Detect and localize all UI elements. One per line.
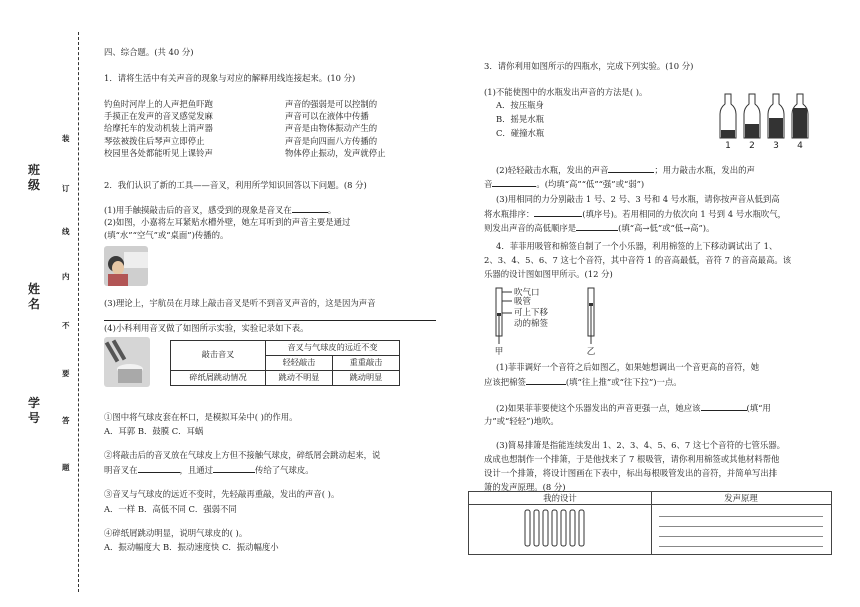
q1-phenomena-list <box>104 98 213 159</box>
phenomenon-item[interactable]: 给摩托车的发动机装上消声器 <box>104 123 213 134</box>
q4-part1-end: (填“往上推”或“往下拉”)一点。 <box>565 377 682 387</box>
q4-part1-line2 <box>484 375 682 388</box>
bottle-label: 2 <box>749 141 755 150</box>
principle-answer-line[interactable] <box>659 516 823 517</box>
q3-option-c[interactable]: C．碰撞水瓶 <box>496 128 545 138</box>
q4-part3-line4: 箫的发声原理。(8 分) <box>484 482 566 492</box>
table-col-heavy: 重重敲击 <box>333 355 400 370</box>
q4-part2-line1 <box>496 401 771 414</box>
q2-sub1: ①图中将气球皮套在杯口，是模拟耳朵中( )的作用。 <box>104 412 298 422</box>
q2-part1-text: (1)用手触摸敲击后的音叉，感受到的现象是音叉在 <box>104 205 292 215</box>
q3-part2-pre: (2)轻轻敲击水瓶，发出的声音 <box>496 165 609 175</box>
explanation-item[interactable]: 声音可以在液体中传播 <box>285 111 369 122</box>
q3-part2b-end: 。(均填“高”“低”“强”或“弱”) <box>536 179 645 189</box>
q3-title: 3．请你利用如图所示的四瓶水，完成下列实验。(10 分) <box>484 61 694 71</box>
q2-sub3: ③音叉与气球皮的远近不变时，先轻敲再重敲，发出的声音( )。 <box>104 489 340 499</box>
q2-sub2-blank1[interactable] <box>138 463 180 473</box>
q4-part1-line1: (1)菲菲调好一个音符之后如图乙，如果她想调出一个音更高的音符，她 <box>496 362 760 372</box>
binding-char: 订 <box>62 184 70 193</box>
principle-answer-line[interactable] <box>659 546 823 547</box>
q4-title-line1: 4．菲菲用吸管和棉签自制了一个小乐器，利用棉签的上下移动调试出了 1、 <box>496 241 778 251</box>
q4-part3-line1: (3)简易排箫是指能连续发出 1、2、3、4、5、6、7 这七个音符的七管乐器。 <box>496 440 785 450</box>
table-cell-light: 跳动不明显 <box>266 370 333 385</box>
q2-sub2-pre: 明音叉在 <box>104 465 138 475</box>
q2-part2-line1: (2)如图，小嘉将左耳紧贴水槽外壁，她左耳听到的声音主要是通过 <box>104 217 351 227</box>
q2-part4: (4)小科利用音叉做了如图所示实验，实验记录如下表。 <box>104 323 309 333</box>
q2-sub2-line2 <box>104 463 314 476</box>
phenomenon-item[interactable]: 校园里各处都能听见上课铃声 <box>104 147 213 158</box>
straws-drawing-area[interactable] <box>523 508 587 550</box>
q3-part2-end: ；用力敲击水瓶，发出的声 <box>654 165 755 175</box>
q2-part3: (3)理论上，宇航员在月球上敲击音叉是听不到音叉声音的，这是因为声音 <box>104 298 376 308</box>
principle-answer-line[interactable] <box>659 526 823 527</box>
q4-part3-line2: 成成也想制作一个排箫，于是他找来了 7 根吸管，请你利用棉签或其他材料帮他 <box>484 454 780 464</box>
q3-part2-blank1[interactable] <box>608 163 654 173</box>
q3-option-b[interactable]: B．摇晃水瓶 <box>496 114 545 124</box>
q3-part3-line3 <box>484 221 714 234</box>
q4-title-line2: 2、3、4、5、6、7 这七个音符，其中音符 1 的音高最低，音符 7 的音高最高。该 <box>484 255 792 265</box>
student-id-label: 学号 <box>27 396 40 425</box>
q4-part2-end: (填“用 <box>746 403 771 413</box>
straw-instrument-diagram <box>490 284 610 356</box>
q2-part1-end: 。 <box>327 205 337 215</box>
q2-part1 <box>104 203 336 216</box>
panpipe-design-table <box>468 491 832 555</box>
q1-explanations-list <box>285 98 386 159</box>
q3-part3-blank1[interactable] <box>534 207 582 217</box>
explanation-item[interactable]: 声音是向四面八方传播的 <box>285 135 378 146</box>
table-row-header-paper: 碎纸屑跳动情况 <box>171 370 266 385</box>
q2-sub1-options[interactable]: A．耳郭 B．鼓膜 C．耳蜗 <box>104 426 204 436</box>
q4-title-line3: 乐器的设计图如图甲所示。(12 分) <box>484 269 613 279</box>
sink-listening-photo <box>104 246 148 286</box>
explanation-item[interactable]: 声音的强弱是可以控制的 <box>285 99 378 109</box>
binding-char: 不 <box>62 321 70 330</box>
q4-part1-pre: 应该把棉签 <box>484 377 526 387</box>
q1-title: 1．请将生活中有关声音的现象与对应的解释用线连接起来。(10 分) <box>104 73 356 83</box>
four-water-bottles-figure <box>716 92 812 150</box>
name-label: 姓名 <box>27 282 40 311</box>
diagram-label-yi: 乙 <box>586 347 596 356</box>
diagram-label-swab: 动的棉签 <box>514 319 549 329</box>
q3-part3c-pre: 则发出声音的高低顺序是 <box>484 223 577 233</box>
q3-part3b-end: (填序号)。若用相同的力依次向 1 号到 4 号水瓶吹气， <box>582 209 786 219</box>
table-col-light: 轻轻敲击 <box>266 355 333 370</box>
binding-char: 内 <box>62 272 70 281</box>
q2-sub4-options[interactable]: A．振动幅度大 B．振动速度快 C．振动幅度小 <box>104 542 279 552</box>
binding-char: 线 <box>62 227 70 236</box>
section-title: 四、综合题。(共 40 分) <box>104 47 194 57</box>
principle-answer-line[interactable] <box>659 536 823 537</box>
bottle-label: 4 <box>797 141 803 150</box>
q2-sub2-blank2[interactable] <box>213 463 255 473</box>
q3-option-a[interactable]: A．按压瓶身 <box>496 100 544 110</box>
q4-part3-line3: 设计一个排箫，将设计图画在下表中，标出每根吸管发出的音符，并简单写出排 <box>484 468 778 478</box>
class-label: 班级 <box>27 163 40 192</box>
q3-part3c-end: (填“高→低”或“低→高”)。 <box>618 223 715 233</box>
q2-sub3-options[interactable]: A．一样 B．高低不同 C．强弱不同 <box>104 504 237 514</box>
q4-part2-pre: (2)如果菲菲要使这个乐器发出的声音更强一点，她应该 <box>496 403 701 413</box>
binding-char: 要 <box>62 369 70 378</box>
q2-part1-blank[interactable] <box>292 203 328 213</box>
q3-part2b-pre: 音 <box>484 179 493 189</box>
q3-part2-blank2[interactable] <box>492 177 536 187</box>
binding-char: 装 <box>62 134 70 143</box>
binding-dash-line <box>78 32 79 592</box>
phenomenon-item[interactable]: 手摸正在发声的音叉感觉发麻 <box>104 111 213 122</box>
tuning-fork-photo <box>104 337 150 387</box>
q4-part1-blank[interactable] <box>526 375 566 385</box>
diagram-label-movable: 可上下移 <box>514 308 549 318</box>
binding-char: 答 <box>62 416 70 425</box>
q2-title: 2．我们认识了新的工具——音叉，利用所学知识回答以下问题。(8 分) <box>104 180 367 190</box>
q4-part2-line2: 力”或“轻轻”)地吹。 <box>484 416 559 426</box>
explanation-item[interactable]: 物体停止振动，发声就停止 <box>285 147 386 158</box>
bottle-label: 3 <box>773 141 779 150</box>
q2-sub4: ④碎纸屑跳动明显，说明气球皮的( )。 <box>104 528 248 538</box>
q3-part3-line2 <box>484 207 786 220</box>
phenomenon-item[interactable]: 琴弦被拨住后琴声立即停止 <box>104 135 205 146</box>
q3-part3-blank2[interactable] <box>576 221 618 231</box>
q2-sub2-mid: ，且通过 <box>179 465 213 475</box>
q3-part2-line1 <box>496 163 755 176</box>
table-top-header: 音叉与气球皮的远近不变 <box>266 341 400 356</box>
q2-sub2-end: 传给了气球皮。 <box>255 465 314 475</box>
q2-part3-answer-line[interactable] <box>104 320 436 321</box>
binding-char: 题 <box>62 463 70 472</box>
q3-part3-line1: (3)用相同的力分别敲击 1 号、2 号、3 号和 4 号水瓶，请你按声音从低到高 <box>496 194 780 204</box>
principle-column-header: 发声原理 <box>724 493 758 503</box>
q2-sub2-line1: ②将敲击后的音叉放在气球皮上方但不接触气球皮，碎纸屑会跳动起来，说 <box>104 450 381 460</box>
q4-part2-blank[interactable] <box>701 401 747 411</box>
diagram-label-jia: 甲 <box>494 347 504 356</box>
tuning-fork-record-table <box>170 340 400 386</box>
q3-part1: (1)不能使图中的水瓶发出声音的方法是( )。 <box>484 87 648 97</box>
table-row-header-strike: 敲击音叉 <box>171 341 266 371</box>
q3-part3b-pre: 将水瓶排序： <box>484 209 535 219</box>
bottle-label: 1 <box>725 141 731 150</box>
design-column-header: 我的设计 <box>543 493 577 503</box>
explanation-item[interactable]: 声音是由物体振动产生的 <box>285 123 378 134</box>
q3-part2-line2 <box>484 177 644 190</box>
q2-part2-line2: (填“水”“空气”或“桌面”)传播的。 <box>104 230 229 240</box>
diagram-label-mouthpiece: 吹气口 <box>514 288 540 298</box>
table-cell-heavy: 跳动明显 <box>333 370 400 385</box>
phenomenon-item[interactable]: 钓鱼时河岸上的人声把鱼吓跑 <box>104 99 213 109</box>
diagram-label-straw: 吸管 <box>514 297 532 307</box>
